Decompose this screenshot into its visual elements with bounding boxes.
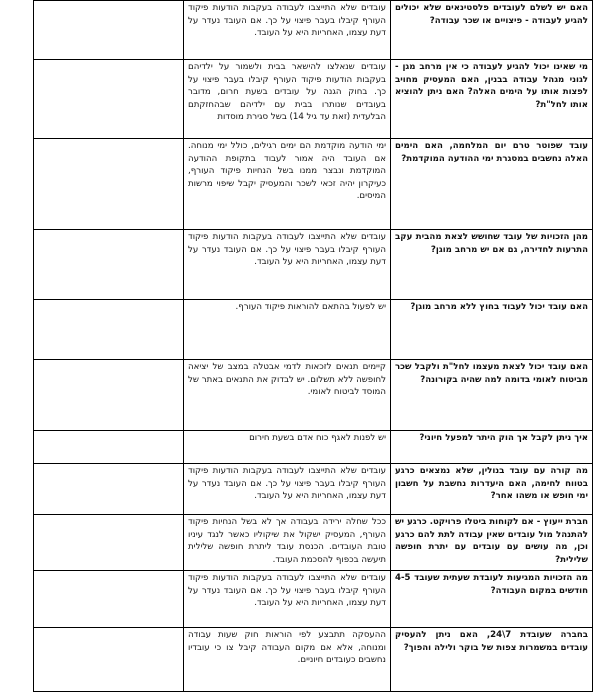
question-cell: איך ניתן לקבל אך הוק היתר למפעל חיוני? [391,431,593,464]
table-row [34,431,593,464]
empty-cell [34,139,184,230]
question-cell: מה קורה עם עובד בנולין, שלא נמצאים כרגע בטווח לחימה, האם היעדרות נחשבת על חשבון ימי חופש או משהו אחר? [391,464,593,515]
answer-cell: ככל שחלה ירידה בעבודה אך לא בשל הנחיות פיקוד העורף, המעסיק ישקול את שיקוליו כאשר לנגד עיניו טובת העובדים. הכנסת עובד ליתרת חופשה שלילית תיעשה בכפוף להסכמת העובד. [184,515,391,571]
empty-cell [34,464,184,515]
question-cell: האם עובד יכול לעבוד בחוץ ללא מרחב מוגן? [391,300,593,360]
answer-cell: עובדים שלא התייצבו לעבודה בעקבות הודעות פיקוד העורף קיבלו בעבר פיצוי על כך. אם העובד נעדר על דעת עצמו, האחריות היא על העובד. [184,1,391,60]
answer-cell: קיימים תנאים לזכאות לדמי אבטלה במצב של יציאה לחופשה ללא תשלום. יש לבדוק את התנאים באתר של המוסד לביטוח לאומי. [184,360,391,431]
answer-cell: עובדים שלא התייצבו לעבודה בעקבות הודעות פיקוד העורף קיבלו בעבר פיצוי על כך. אם העובד נעדר על דעת עצמו, האחריות היא על העובד. [184,464,391,515]
empty-cell [34,515,184,571]
question-cell: עובד שפוטר טרם יום המלחמה, האם הימים האלה נחשבים במסגרת ימי ההודעה המוקדמת? [391,139,593,230]
answer-cell: עובדים שנאלצו להישאר בבית ולשמור על ילדיהם בעקבות הודעות פיקוד העורף קיבלו בעבר פיצוי על כך. בחוק הגנה על עובדים בשעת חרום, מדובר בעובדים שנותרו בבית עם ילדיהם שבהחזקתם הבלעדית (זאת עד גיל 14) בשל סגירת מוסדות [184,60,391,139]
table-row [34,300,593,360]
question-cell: מה הזכויות המגיעות לעובדת שעתית שעובד 4-5 חודשים במקום העבודה? [391,571,593,628]
answer-cell: ההעסקה תתבצע לפי הוראות חוק שעות עבודה ומנוחה, אלא אם מקום העבודה קיבל צו כי עובדיו נחשבים כעובדים חיוניים. [184,628,391,692]
answer-cell: עובדים שלא התייצבו לעבודה בעקבות הודעות פיקוד העורף קיבלו בעבר פיצוי על כך. אם העובד נעדר על דעת עצמו, האחריות היא על העובד. [184,230,391,300]
table-row [34,1,593,60]
empty-cell [34,230,184,300]
question-cell: מי שאינו יכול להגיע לעבודה כי אין מרחב מגן - לגוני מגהל עבודה בבנין, האם המעסיק מחויב לפצות אותו על הימים האלה? האם ניתן להוציא אותו לחל"ת? [391,60,593,139]
empty-cell [34,300,184,360]
question-cell: חברת ייעוץ - אם לקוחות ביטלו פרויקט. כרגע יש להתנהל מול עובדים שאין עבודה לתת להם כרגע וכן, מה עושים עם עובדים עם יתרת חופשה שלילית? [391,515,593,571]
empty-cell [34,431,184,464]
empty-cell [34,571,184,628]
table-row [34,230,593,300]
answer-cell: עובדים שלא התייצבו לעבודה בעקבות הודעות פיקוד העורף קיבלו בעבר פיצוי על כך. אם העובד נעדר על דעת עצמו, האחריות היא על העובד. [184,571,391,628]
empty-cell [34,360,184,431]
qa-table [33,0,593,692]
answer-cell: יש לפנות לאגף כוח אדם בשעת חירום [184,431,391,464]
document-page [33,0,593,695]
empty-cell [34,628,184,692]
table-row [34,571,593,628]
answer-cell: יש לפעול בהתאם להוראות פיקוד העורף. [184,300,391,360]
question-cell: מהן הזכויות של עובד שחושש לצאת מהבית עקב התרעות לחדירה, גם אם יש מרחב מוגן? [391,230,593,300]
table-row [34,515,593,571]
question-cell: האם יש לשלם לעובדים פלסטינאים שלא יכולים להגיע לעבודה - פיצויים או שכר עבודה? [391,1,593,60]
table-row [34,628,593,692]
empty-cell [34,60,184,139]
table-row [34,139,593,230]
table-row [34,464,593,515]
table-row [34,360,593,431]
question-cell: האם עובד יכול לצאת מעצמו לחל"ת ולקבל שכר מביטוח לאומי בדומה למה שהיה בקורונה? [391,360,593,431]
answer-cell: ימי הודעה מוקדמת הם ימים רגילים, כולל ימי מנוחה. אם העובד היה אמור לעבוד בתקופת ההודעה המוקדמת ונבצר ממנו בשל הנחיות פיקוד העורף, כעיקרון יהיה זכאי לשכר והמעסיק יקבל שיפוי מרשות המיסים. [184,139,391,230]
question-cell: בחברה שעובדת 7\24, האם ניתן להעסיק עובדים במשמרות צפות של בוקר ולילה והפוך? [391,628,593,692]
table-row [34,60,593,139]
empty-cell [34,1,184,60]
